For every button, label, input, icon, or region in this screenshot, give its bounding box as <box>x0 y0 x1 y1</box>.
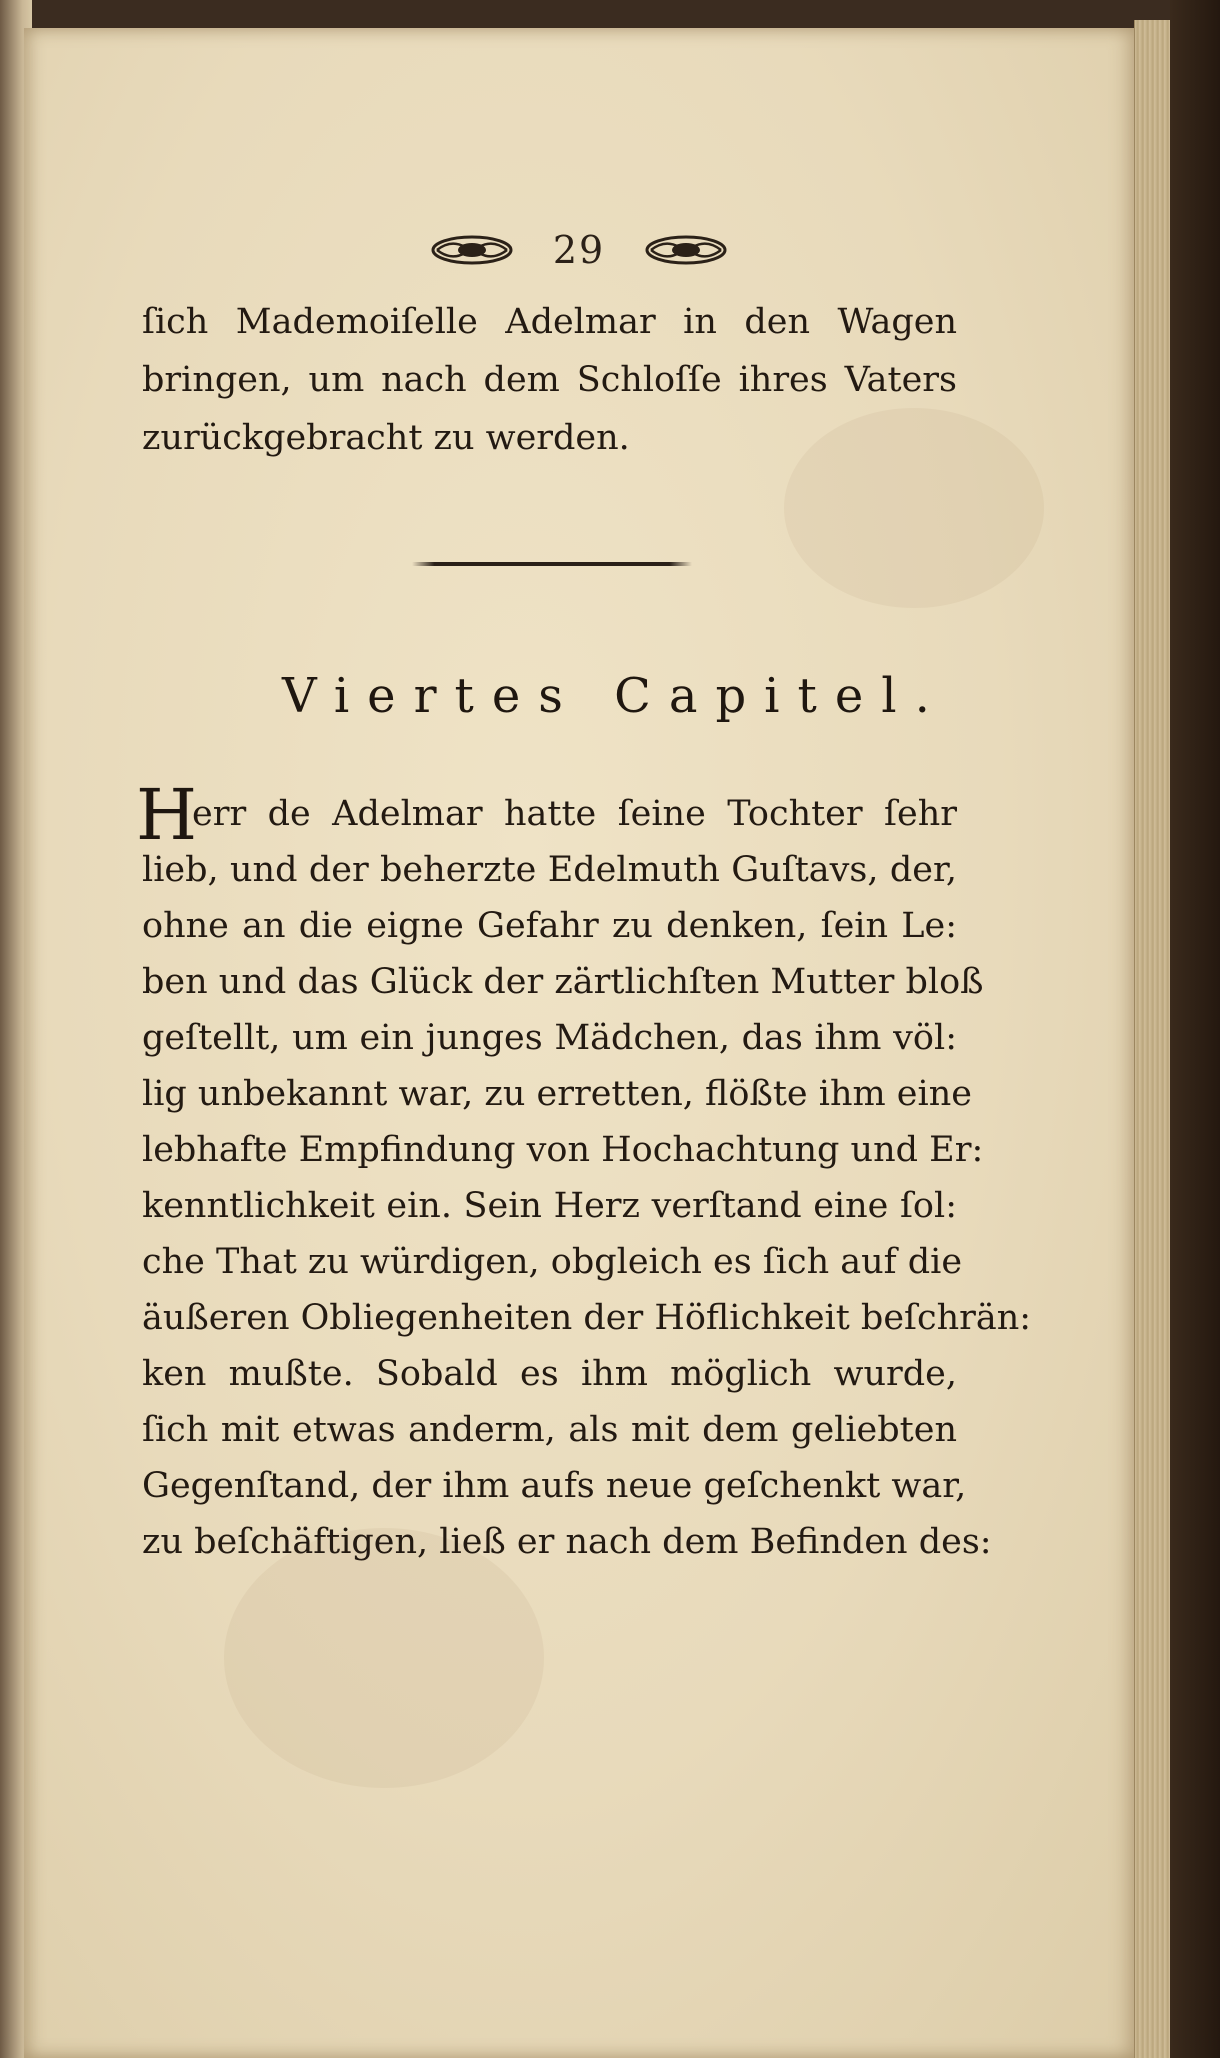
text-line: ken mußte. Sobald es ihm möglich wurde, <box>142 1354 957 1394</box>
book-page <box>24 28 1134 2058</box>
drop-capital: H <box>136 774 198 856</box>
text-line: lig unbekannt war, zu erretten, flößte ihm eine <box>142 1074 972 1114</box>
text-line: lebhafte Empfindung von Hochachtung und Er: <box>142 1130 984 1170</box>
book-cover-edge <box>1170 0 1220 2058</box>
text-line: lieb, und der beherzte Edelmuth Guſtavs, der, <box>142 850 957 890</box>
page-number: 29 <box>552 228 606 272</box>
text-line: ſich Mademoiſelle Adelmar in den Wagen <box>142 302 957 342</box>
text-line: bringen, um nach dem Schloſſe ihres Vaters <box>142 360 957 400</box>
text-line: kenntlichkeit ein. Sein Herz verſtand eine ſol: <box>142 1186 957 1226</box>
paper-stain <box>224 1528 544 1788</box>
chapter-heading: Viertes Capitel. <box>282 668 948 724</box>
rosette-ornament-left-icon <box>431 235 513 265</box>
text-line: ben und das Glück der zärtlichſten Mutter bloß <box>142 962 984 1002</box>
text-line: ohne an die eigne Gefahr zu denken, ſein Le: <box>142 906 957 946</box>
text-line: geſtellt, um ein junges Mädchen, das ihm völ: <box>142 1018 957 1058</box>
text-line: zurückgebracht zu werden. <box>142 418 630 458</box>
section-divider-rule <box>412 562 692 566</box>
page-block-edge <box>1134 20 1171 2058</box>
page-header <box>24 220 1134 280</box>
text-line: zu beſchäftigen, ließ er nach dem Befinden des: <box>142 1522 992 1562</box>
text-line: che That zu würdigen, obgleich es ſich auf die <box>142 1242 963 1282</box>
text-line: err de Adelmar hatte ſeine Tochter ſehr <box>192 794 957 834</box>
text-line: ſich mit etwas anderm, als mit dem geliebten <box>142 1410 957 1450</box>
rosette-ornament-right-icon <box>645 235 727 265</box>
text-line: Gegenſtand, der ihm aufs neue geſchenkt war, <box>142 1466 967 1506</box>
text-line: äußeren Obliegenheiten der Höflichkeit beſchrän: <box>142 1298 1032 1338</box>
